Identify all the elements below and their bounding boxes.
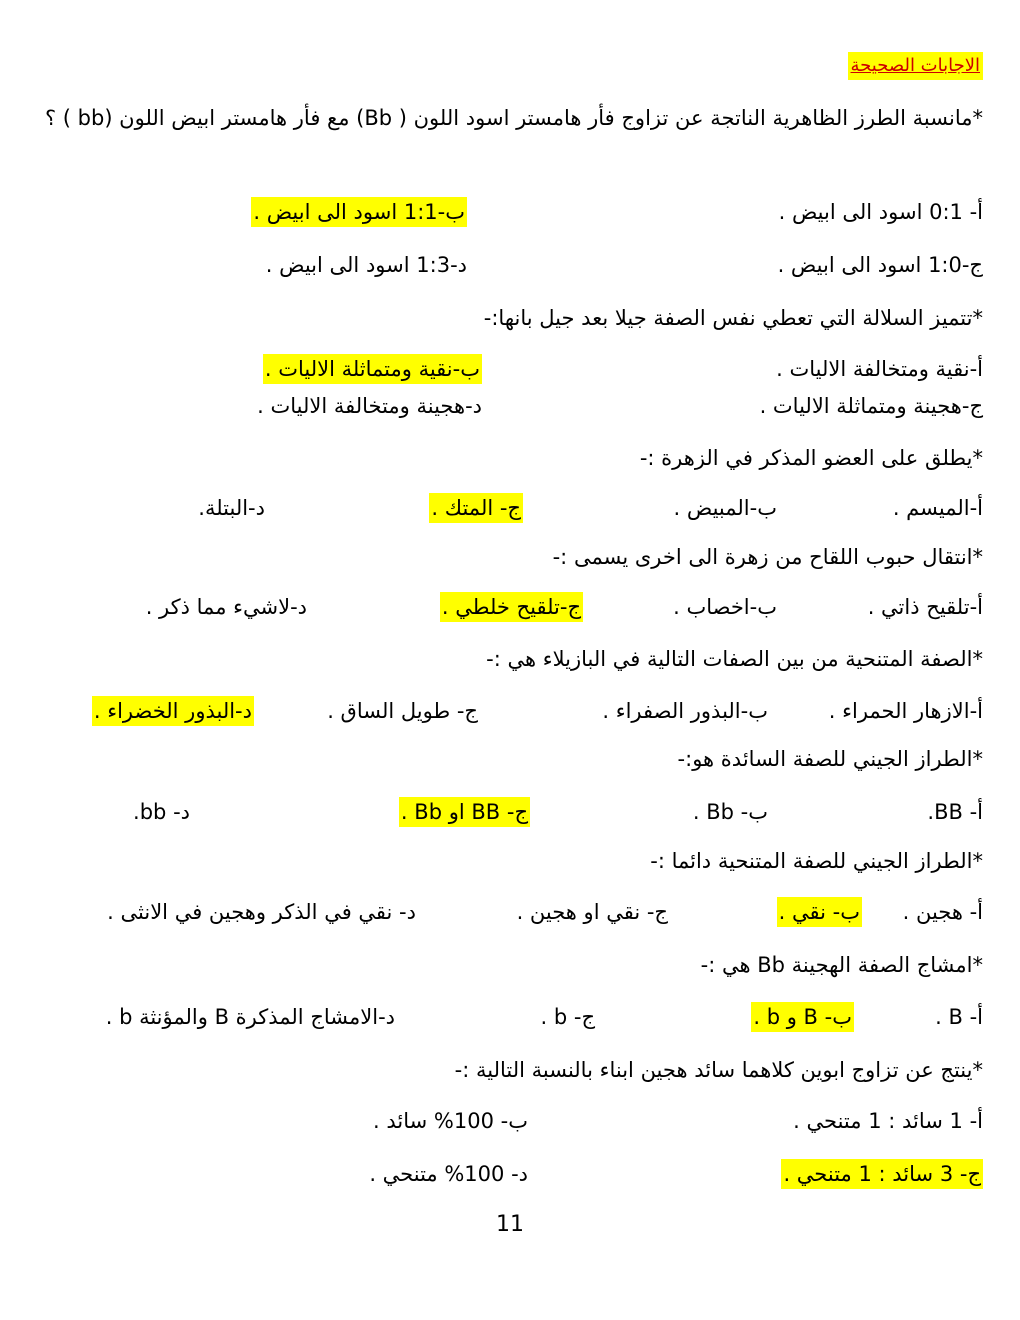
q9-option-d: د- 100% متنحي . <box>369 1162 528 1186</box>
question-7: *الطراز الجيني للصفة المتنحية دائما :- <box>650 849 983 873</box>
q6-option-c-correct: ج- BB او Bb . <box>399 797 530 827</box>
q1-option-d: د-1:3 اسود الى ابيض . <box>265 253 467 277</box>
q2-option-d: د-هجينة ومتخالفة الاليات . <box>257 394 482 418</box>
q5-option-b: ب-البذور الصفراء . <box>602 699 768 723</box>
q1-option-a: أ- 0:1 اسود الى ابيض . <box>778 200 983 224</box>
q2-option-a: أ-نقية ومتخالفة الاليات . <box>776 357 983 381</box>
q2-option-b-correct: ب-نقية ومتماثلة الاليات . <box>263 354 482 384</box>
q3-option-d: د-البتلة. <box>198 496 265 520</box>
q5-option-c: ج- طويل الساق . <box>327 699 478 723</box>
q9-option-a: أ- 1 سائد : 1 متنحي . <box>793 1109 983 1133</box>
q1-option-b-correct: ب-1:1 اسود الى ابيض . <box>251 197 467 227</box>
q6-option-d: د- bb. <box>133 800 190 824</box>
question-5: *الصفة المتنحية من بين الصفات التالية في البازيلاء هي :- <box>486 647 983 671</box>
q6-option-b: ب- Bb . <box>692 800 768 824</box>
q8-option-c: ج- b . <box>540 1005 595 1029</box>
q4-option-d: د-لاشيء مما ذكر . <box>145 595 307 619</box>
q3-option-b: ب-المبيض . <box>673 496 777 520</box>
q5-option-a: أ-الازهار الحمراء . <box>828 699 983 723</box>
q4-option-c-correct: ج-تلقيح خلطي . <box>440 592 583 622</box>
question-4: *انتقال حبوب اللقاح من زهرة الى اخرى يسمى :- <box>552 545 983 569</box>
q4-option-a: أ-تلقيح ذاتي . <box>867 595 983 619</box>
q5-option-d-correct: د-البذور الخضراء . <box>92 696 254 726</box>
question-2: *تتميز السلالة التي تعطي نفس الصفة جيلا بعد جيل بانها:- <box>483 306 983 330</box>
page-number: 11 <box>496 1212 524 1237</box>
q8-option-a: أ- B . <box>935 1005 983 1029</box>
q9-option-b: ب- 100% سائد . <box>373 1109 528 1133</box>
question-9: *ينتج عن تزاوج ابوين كلاهما سائد هجين ابناء بالنسبة التالية :- <box>454 1058 983 1082</box>
q4-option-b: ب-اخصاب . <box>673 595 777 619</box>
page-title: الاجابات الصحيحة <box>848 52 983 80</box>
question-8: *امشاج الصفة الهجينة Bb هي :- <box>700 953 983 977</box>
q7-option-a: أ- هجين . <box>902 900 983 924</box>
q6-option-a: أ- BB. <box>927 800 983 824</box>
q1-option-c: ج-1:0 اسود الى ابيض . <box>777 253 983 277</box>
q7-option-b-correct: ب- نقي . <box>777 897 862 927</box>
q8-option-b-correct: ب- B و b . <box>751 1002 854 1032</box>
q2-option-c: ج-هجينة ومتماثلة الاليات . <box>759 394 983 418</box>
question-6: *الطراز الجيني للصفة السائدة هو:- <box>677 747 983 771</box>
q9-option-c-correct: ج- 3 سائد : 1 متنحي . <box>781 1159 983 1189</box>
question-1: *مانسبة الطرز الظاهرية الناتجة عن تزاوج فأر هامستر اسود اللون ( Bb) مع فأر هامستر ابيض اللون (bb ) ؟ <box>44 106 983 130</box>
q8-option-d: د-الامشاج المذكرة B والمؤنثة b . <box>105 1005 395 1029</box>
q3-option-a: أ-الميسم . <box>892 496 983 520</box>
q7-option-d: د- نقي في الذكر وهجين في الانثى . <box>107 900 416 924</box>
question-3: *يطلق على العضو المذكر في الزهرة :- <box>639 446 983 470</box>
q3-option-c-correct: ج- المتك . <box>429 493 523 523</box>
q7-option-c: ج- نقي او هجين . <box>516 900 668 924</box>
